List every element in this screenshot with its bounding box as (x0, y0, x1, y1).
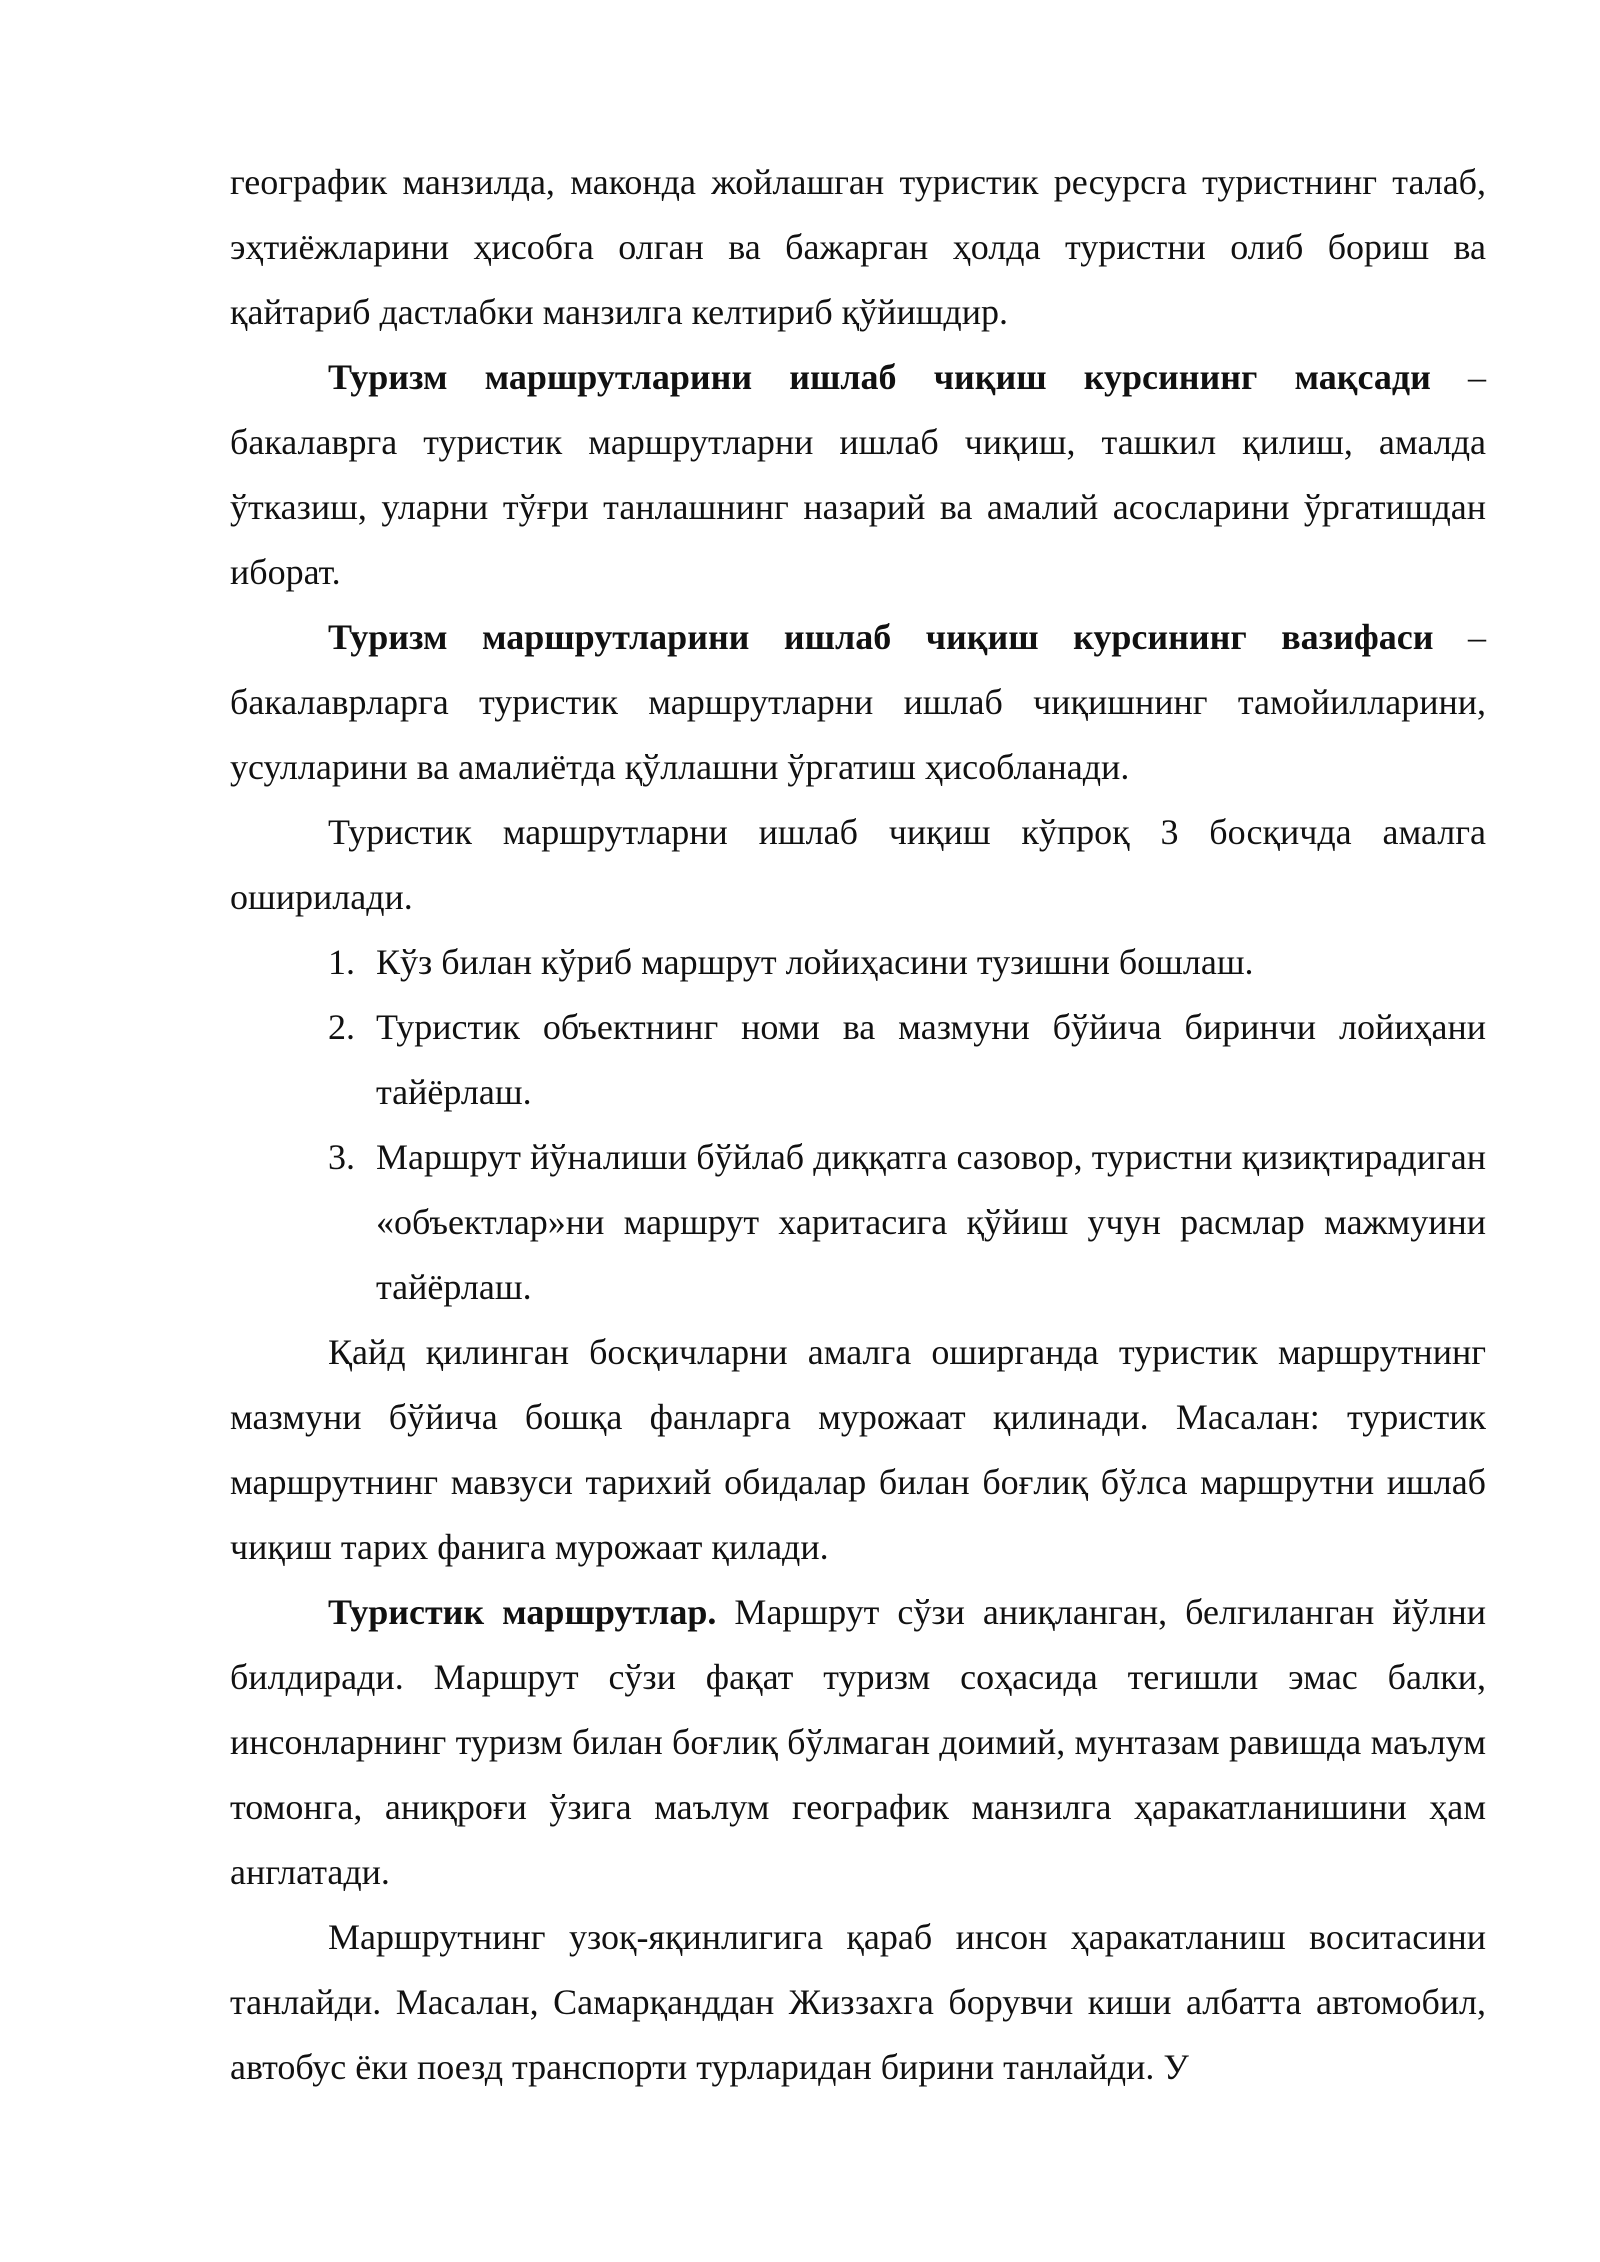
paragraph-course-goal (230, 345, 1486, 605)
list-item-number: 2. (328, 1007, 355, 1047)
tourist-routes-term: Туристик маршрутлар. (328, 1592, 717, 1632)
paragraph-tourist-routes (230, 1580, 1486, 1905)
course-goal-term: Туризм маршрутларини ишлаб чиқиш курсининг мақсади (328, 357, 1431, 397)
document-page (230, 150, 1486, 2100)
list-item-text: Маршрут йўналиши бўйлаб диққатга сазовор, туристни қизиқтирадиган «объектлар»ни маршрут харитасига қўйиш учун расмлар мажмуини тайёрлаш. (376, 1137, 1486, 1307)
list-item (230, 1125, 1486, 1320)
paragraph-geographic-destination: географик манзилда, маконда жойлашган туристик ресурсга туристнинг талаб, эҳтиёжларини ҳисобга олган ва бажарган ҳолда туристни олиб бориш ва қайтариб дастлабки манзилга келтириб қўйишдир. (230, 162, 1486, 332)
paragraph-course-task (230, 605, 1486, 800)
stages-list (230, 930, 1486, 1320)
course-goal-definition: – бакалаврга туристик маршрутларни ишлаб чиқиш, ташкил қилиш, амалда ўтказиш, уларни тўғри танлашнинг назарий ва амалий асосларини ўргатишдан иборат. (230, 357, 1487, 592)
list-item-number: 1. (328, 942, 355, 982)
tourist-routes-definition: Маршрут сўзи аниқланган, белгиланган йўлни билдиради. Маршрут сўзи фақат туризм соҳасида тегишли эмас балки, инсонларнинг туризм билан боғлиқ бўлмаган доимий, мунтазам равишда маълум томонга, аниқроғи ўзига маълум географик манзилга ҳаракатланишини ҳам англатади. (230, 1592, 1486, 1892)
list-item-number: 3. (328, 1137, 355, 1177)
list-item (230, 930, 1486, 995)
course-task-definition: – бакалаврларга туристик маршрутларни ишлаб чиқишнинг тамойилларини, усулларини ва амалиётда қўллашни ўргатиш ҳисобланади. (230, 617, 1486, 787)
paragraph-transport-choice: Маршрутнинг узоқ-яқинлигига қараб инсон ҳаракатланиш воситасини танлайди. Масалан, Самарқанддан Жиззахга борувчи киши албатта автомобил, автобус ёки поезд транспорти турларидан бирини танлайди. У (230, 1917, 1486, 2087)
list-item-text: Туристик объектнинг номи ва мазмуни бўйича биринчи лойиҳани тайёрлаш. (376, 1007, 1486, 1112)
paragraph-other-disciplines: Қайд қилинган босқичларни амалга оширганда туристик маршрутнинг мазмуни бўйича бошқа фанларга мурожаат қилинади. Масалан: туристик маршрутнинг мавзуси тарихий обидалар билан боғлиқ бўлса маршрутни ишлаб чиқиш тарих фанига мурожаат қилади. (230, 1332, 1486, 1567)
course-task-term: Туризм маршрутларини ишлаб чиқиш курсининг вазифаси (328, 617, 1434, 657)
list-item (230, 995, 1486, 1125)
paragraph-stages-intro: Туристик маршрутларни ишлаб чиқиш кўпроқ 3 босқичда амалга оширилади. (230, 812, 1486, 917)
list-item-text: Кўз билан кўриб маршрут лойиҳасини тузишни бошлаш. (376, 942, 1254, 982)
